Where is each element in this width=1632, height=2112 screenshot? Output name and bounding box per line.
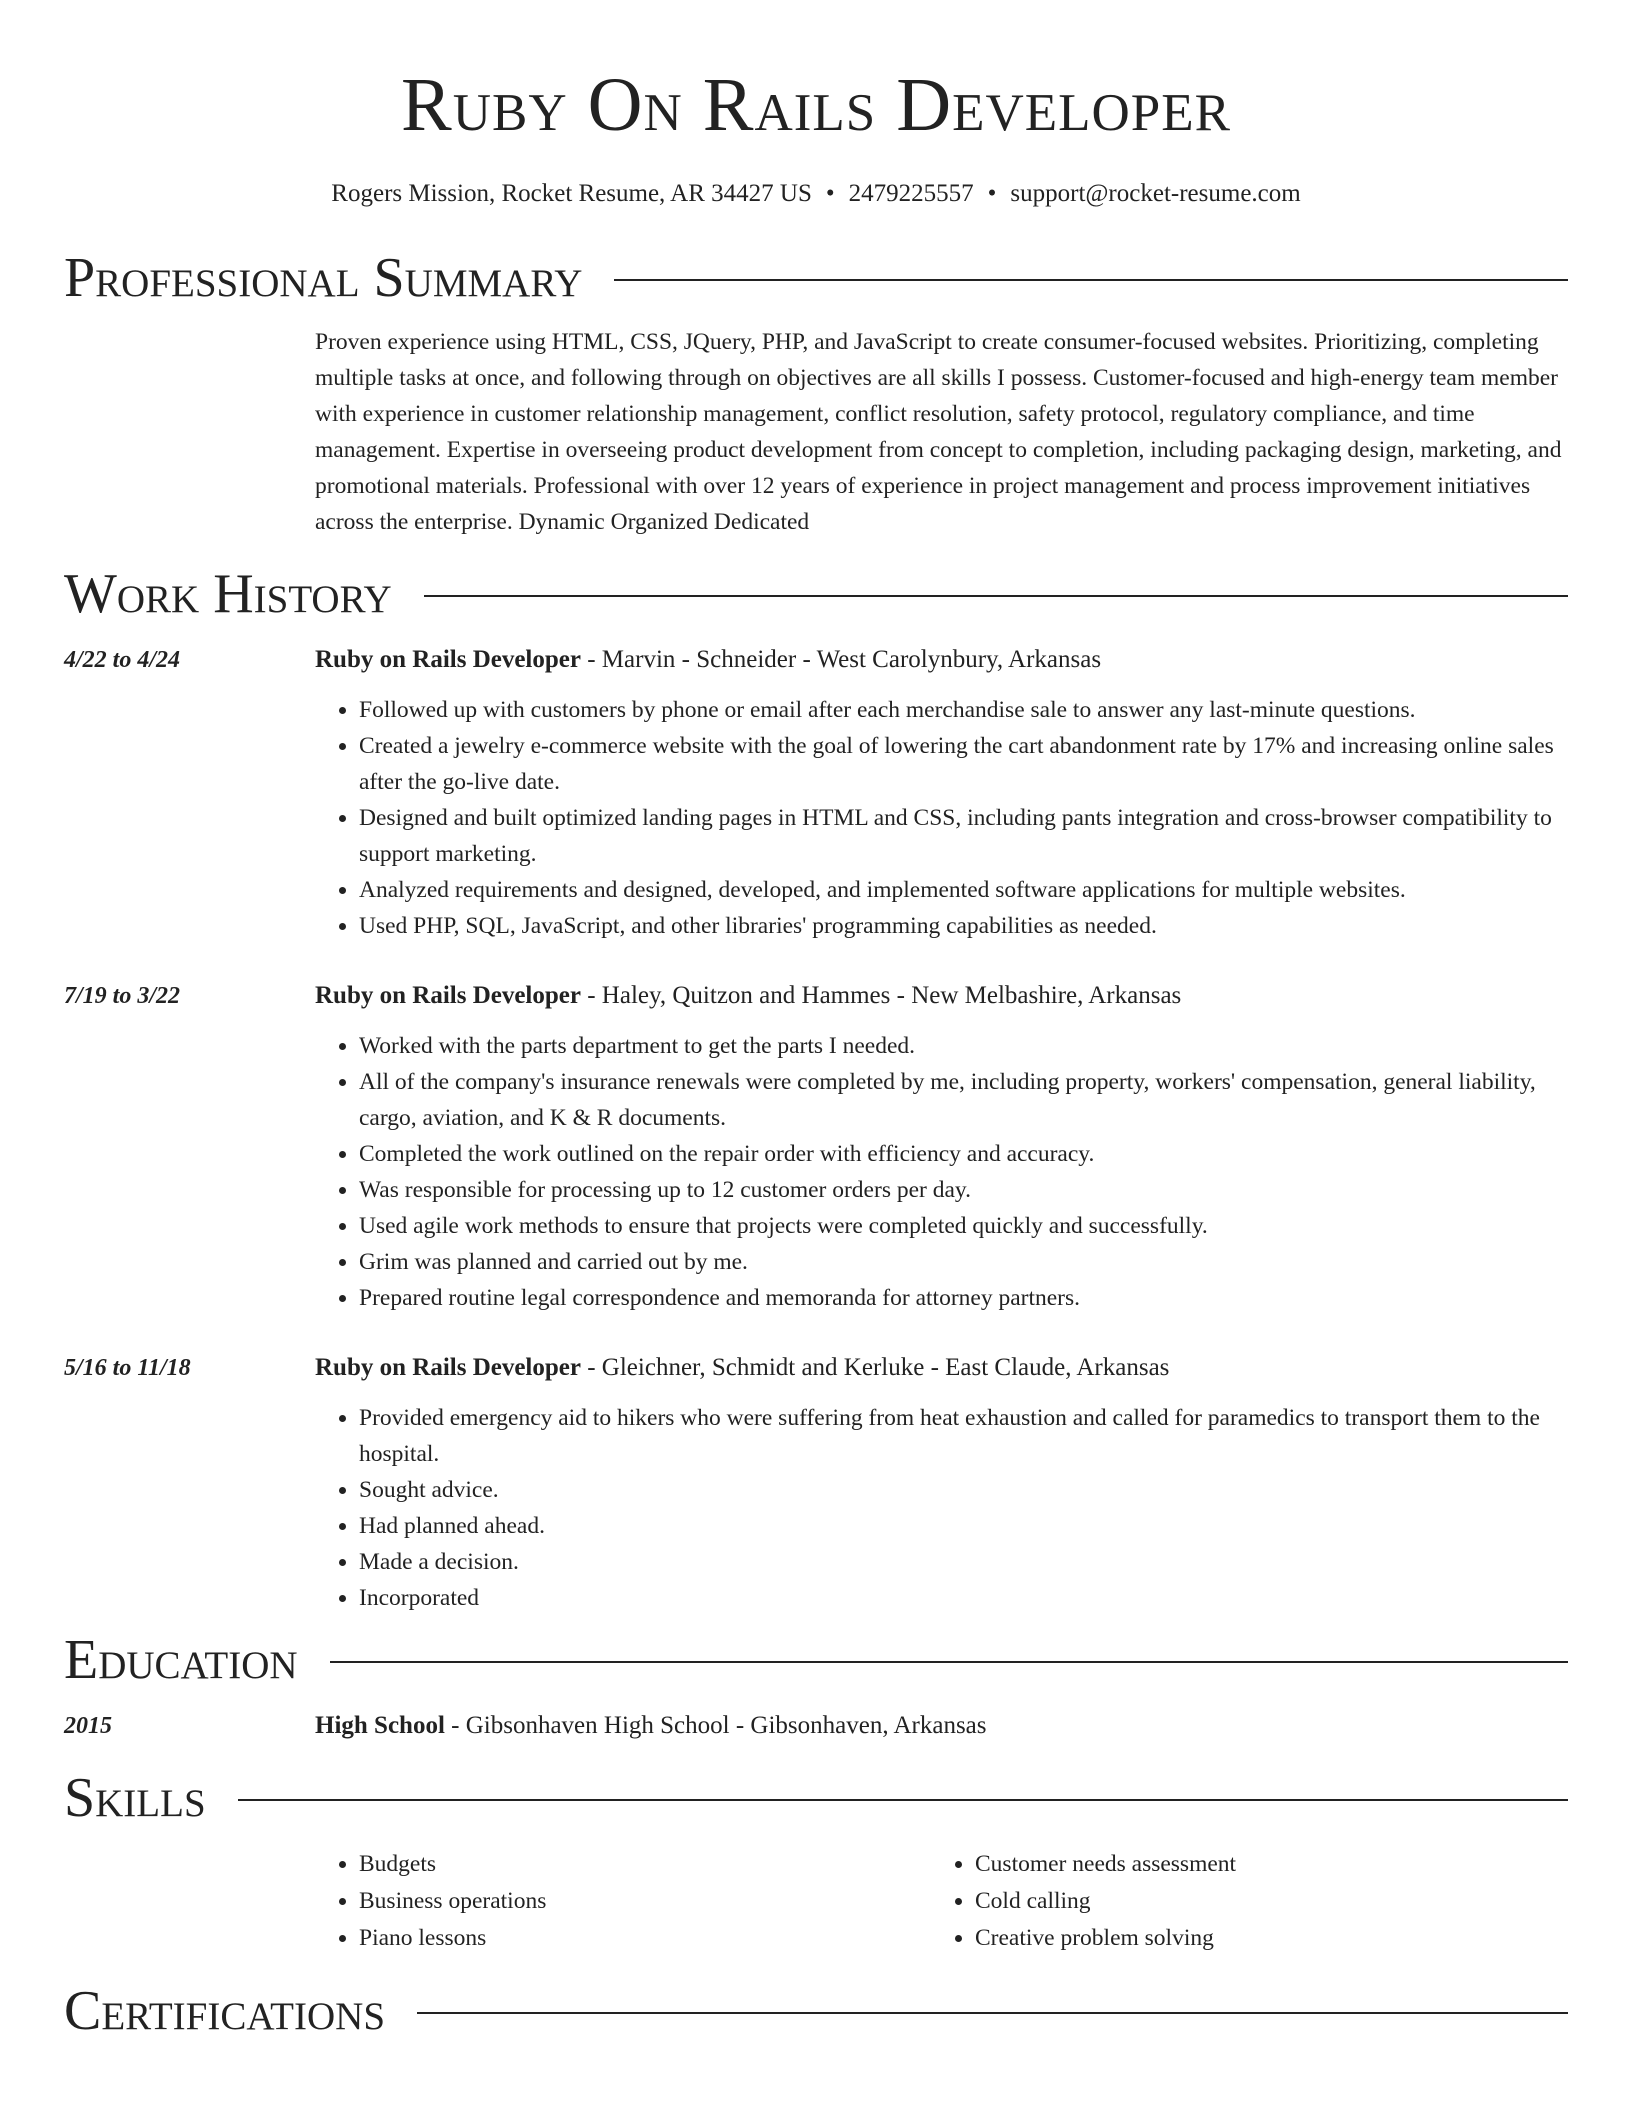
contact-line: [64, 178, 1568, 210]
list-item: • Made a decision.: [359, 1544, 1568, 1580]
job-title-line: [315, 642, 1568, 678]
skill-item: • Business operations: [359, 1883, 931, 1920]
contact-email: support@rocket-resume.com: [1010, 180, 1301, 207]
certifications-section-header: [64, 1979, 1568, 2043]
job-bullets: [315, 1028, 1568, 1316]
list-item: • Completed the work outlined on the repair order with efficiency and accuracy.: [359, 1136, 1568, 1172]
certifications-section-title: Certifications: [64, 1980, 386, 2042]
job-title: Ruby on Rails Developer: [315, 982, 581, 1009]
job-entry: [64, 978, 1568, 1316]
job-dates: 4/22 to 4/24: [64, 647, 181, 673]
list-item: • Followed up with customers by phone or email after each merchandise sale to answer any last-minute questions.: [359, 692, 1568, 728]
contact-phone: 2479225557: [848, 180, 974, 207]
section-divider: [238, 1799, 1568, 1801]
contact-separator: •: [987, 180, 997, 207]
section-divider: [424, 595, 1568, 597]
skill-item: • Cold calling: [975, 1883, 1547, 1920]
list-item: • Was responsible for processing up to 12 customer orders per day.: [359, 1172, 1568, 1208]
education-entry: [64, 1708, 1568, 1744]
contact-address: Rogers Mission, Rocket Resume, AR 34427 US: [331, 180, 812, 207]
education-details: - Gibsonhaven High School - Gibsonhaven, Arkansas: [444, 1712, 987, 1739]
skill-item: • Customer needs assessment: [975, 1846, 1547, 1883]
list-item: • Designed and built optimized landing pages in HTML and CSS, including pants integration and cross-browser compatibility to support marketing.: [359, 800, 1568, 872]
contact-separator: •: [825, 180, 835, 207]
list-item: • Incorporated: [359, 1580, 1568, 1616]
list-item: • Prepared routine legal correspondence and memoranda for attorney partners.: [359, 1280, 1568, 1316]
skills-column-right: [931, 1846, 1547, 1957]
education-section-header: [64, 1628, 1568, 1692]
list-item: • Used PHP, SQL, JavaScript, and other libraries' programming capabilities as needed.: [359, 908, 1568, 944]
job-dates: 7/19 to 3/22: [64, 983, 181, 1009]
job-details: - Marvin - Schneider - West Carolynbury, Arkansas: [580, 646, 1102, 673]
summary-section-header: [64, 246, 1568, 310]
section-divider: [614, 279, 1568, 281]
job-details: - Haley, Quitzon and Hammes - New Melbashire, Arkansas: [580, 982, 1182, 1009]
list-item: • Used agile work methods to ensure that projects were completed quickly and successfully.: [359, 1208, 1568, 1244]
resume-page: [64, 0, 1568, 2043]
candidate-name: Ruby On Rails Developer: [401, 63, 1231, 147]
education-section-title: Education: [64, 1629, 298, 1691]
job-bullets: [315, 692, 1568, 944]
job-title-line: [315, 1350, 1568, 1386]
education-line: [315, 1708, 1568, 1744]
skills-column-left: [315, 1846, 931, 1957]
list-item: • Created a jewelry e-commerce website with the goal of lowering the cart abandonment rate by 17% and increasing online sales after the go-live date.: [359, 728, 1568, 800]
skills-list: [315, 1846, 1568, 1957]
job-bullets: [315, 1400, 1568, 1616]
section-divider: [330, 1661, 1568, 1663]
job-details: - Gleichner, Schmidt and Kerluke - East Claude, Arkansas: [580, 1354, 1170, 1381]
job-title: Ruby on Rails Developer: [315, 1354, 581, 1381]
list-item: • Had planned ahead.: [359, 1508, 1568, 1544]
list-item: • Sought advice.: [359, 1472, 1568, 1508]
job-dates: 5/16 to 11/18: [64, 1355, 191, 1381]
section-divider: [417, 2012, 1568, 2014]
skills-section-header: [64, 1766, 1568, 1830]
summary-section-title: Professional Summary: [64, 247, 583, 309]
list-item: • Worked with the parts department to get the parts I needed.: [359, 1028, 1568, 1064]
work-section-title: Work History: [64, 563, 392, 625]
skills-section-title: Skills: [64, 1767, 206, 1829]
list-item: • All of the company's insurance renewals were completed by me, including property, workers' compensation, general liability, cargo, aviation, and K & R documents.: [359, 1064, 1568, 1136]
job-title-line: [315, 978, 1568, 1014]
work-section-header: [64, 562, 1568, 626]
skill-item: • Piano lessons: [359, 1920, 931, 1957]
skill-item: • Budgets: [359, 1846, 931, 1883]
list-item: • Provided emergency aid to hikers who were suffering from heat exhaustion and called for paramedics to transport them to the hospital.: [359, 1400, 1568, 1472]
summary-text: Proven experience using HTML, CSS, JQuery, PHP, and JavaScript to create consumer-focused websites. Prioritizing, completing multiple tasks at once, and following through on objectives are all skills I possess. Customer-focused and high-energy team member with experience in customer relationship management, conflict resolution, safety protocol, regulatory compliance, and time management. Expertise in overseeing product development from concept to completion, including packaging design, marketing, and promotional materials. Professional with over 12 years of experience in project management and process improvement initiatives across the enterprise. Dynamic Organized Dedicated: [315, 329, 1562, 535]
list-item: • Grim was planned and carried out by me.: [359, 1244, 1568, 1280]
education-year: 2015: [64, 1713, 112, 1739]
education-degree: High School: [315, 1712, 445, 1739]
job-title: Ruby on Rails Developer: [315, 646, 581, 673]
list-item: • Analyzed requirements and designed, developed, and implemented software applications for multiple websites.: [359, 872, 1568, 908]
skill-item: • Creative problem solving: [975, 1920, 1547, 1957]
job-entry: [64, 642, 1568, 944]
job-entry: [64, 1350, 1568, 1616]
